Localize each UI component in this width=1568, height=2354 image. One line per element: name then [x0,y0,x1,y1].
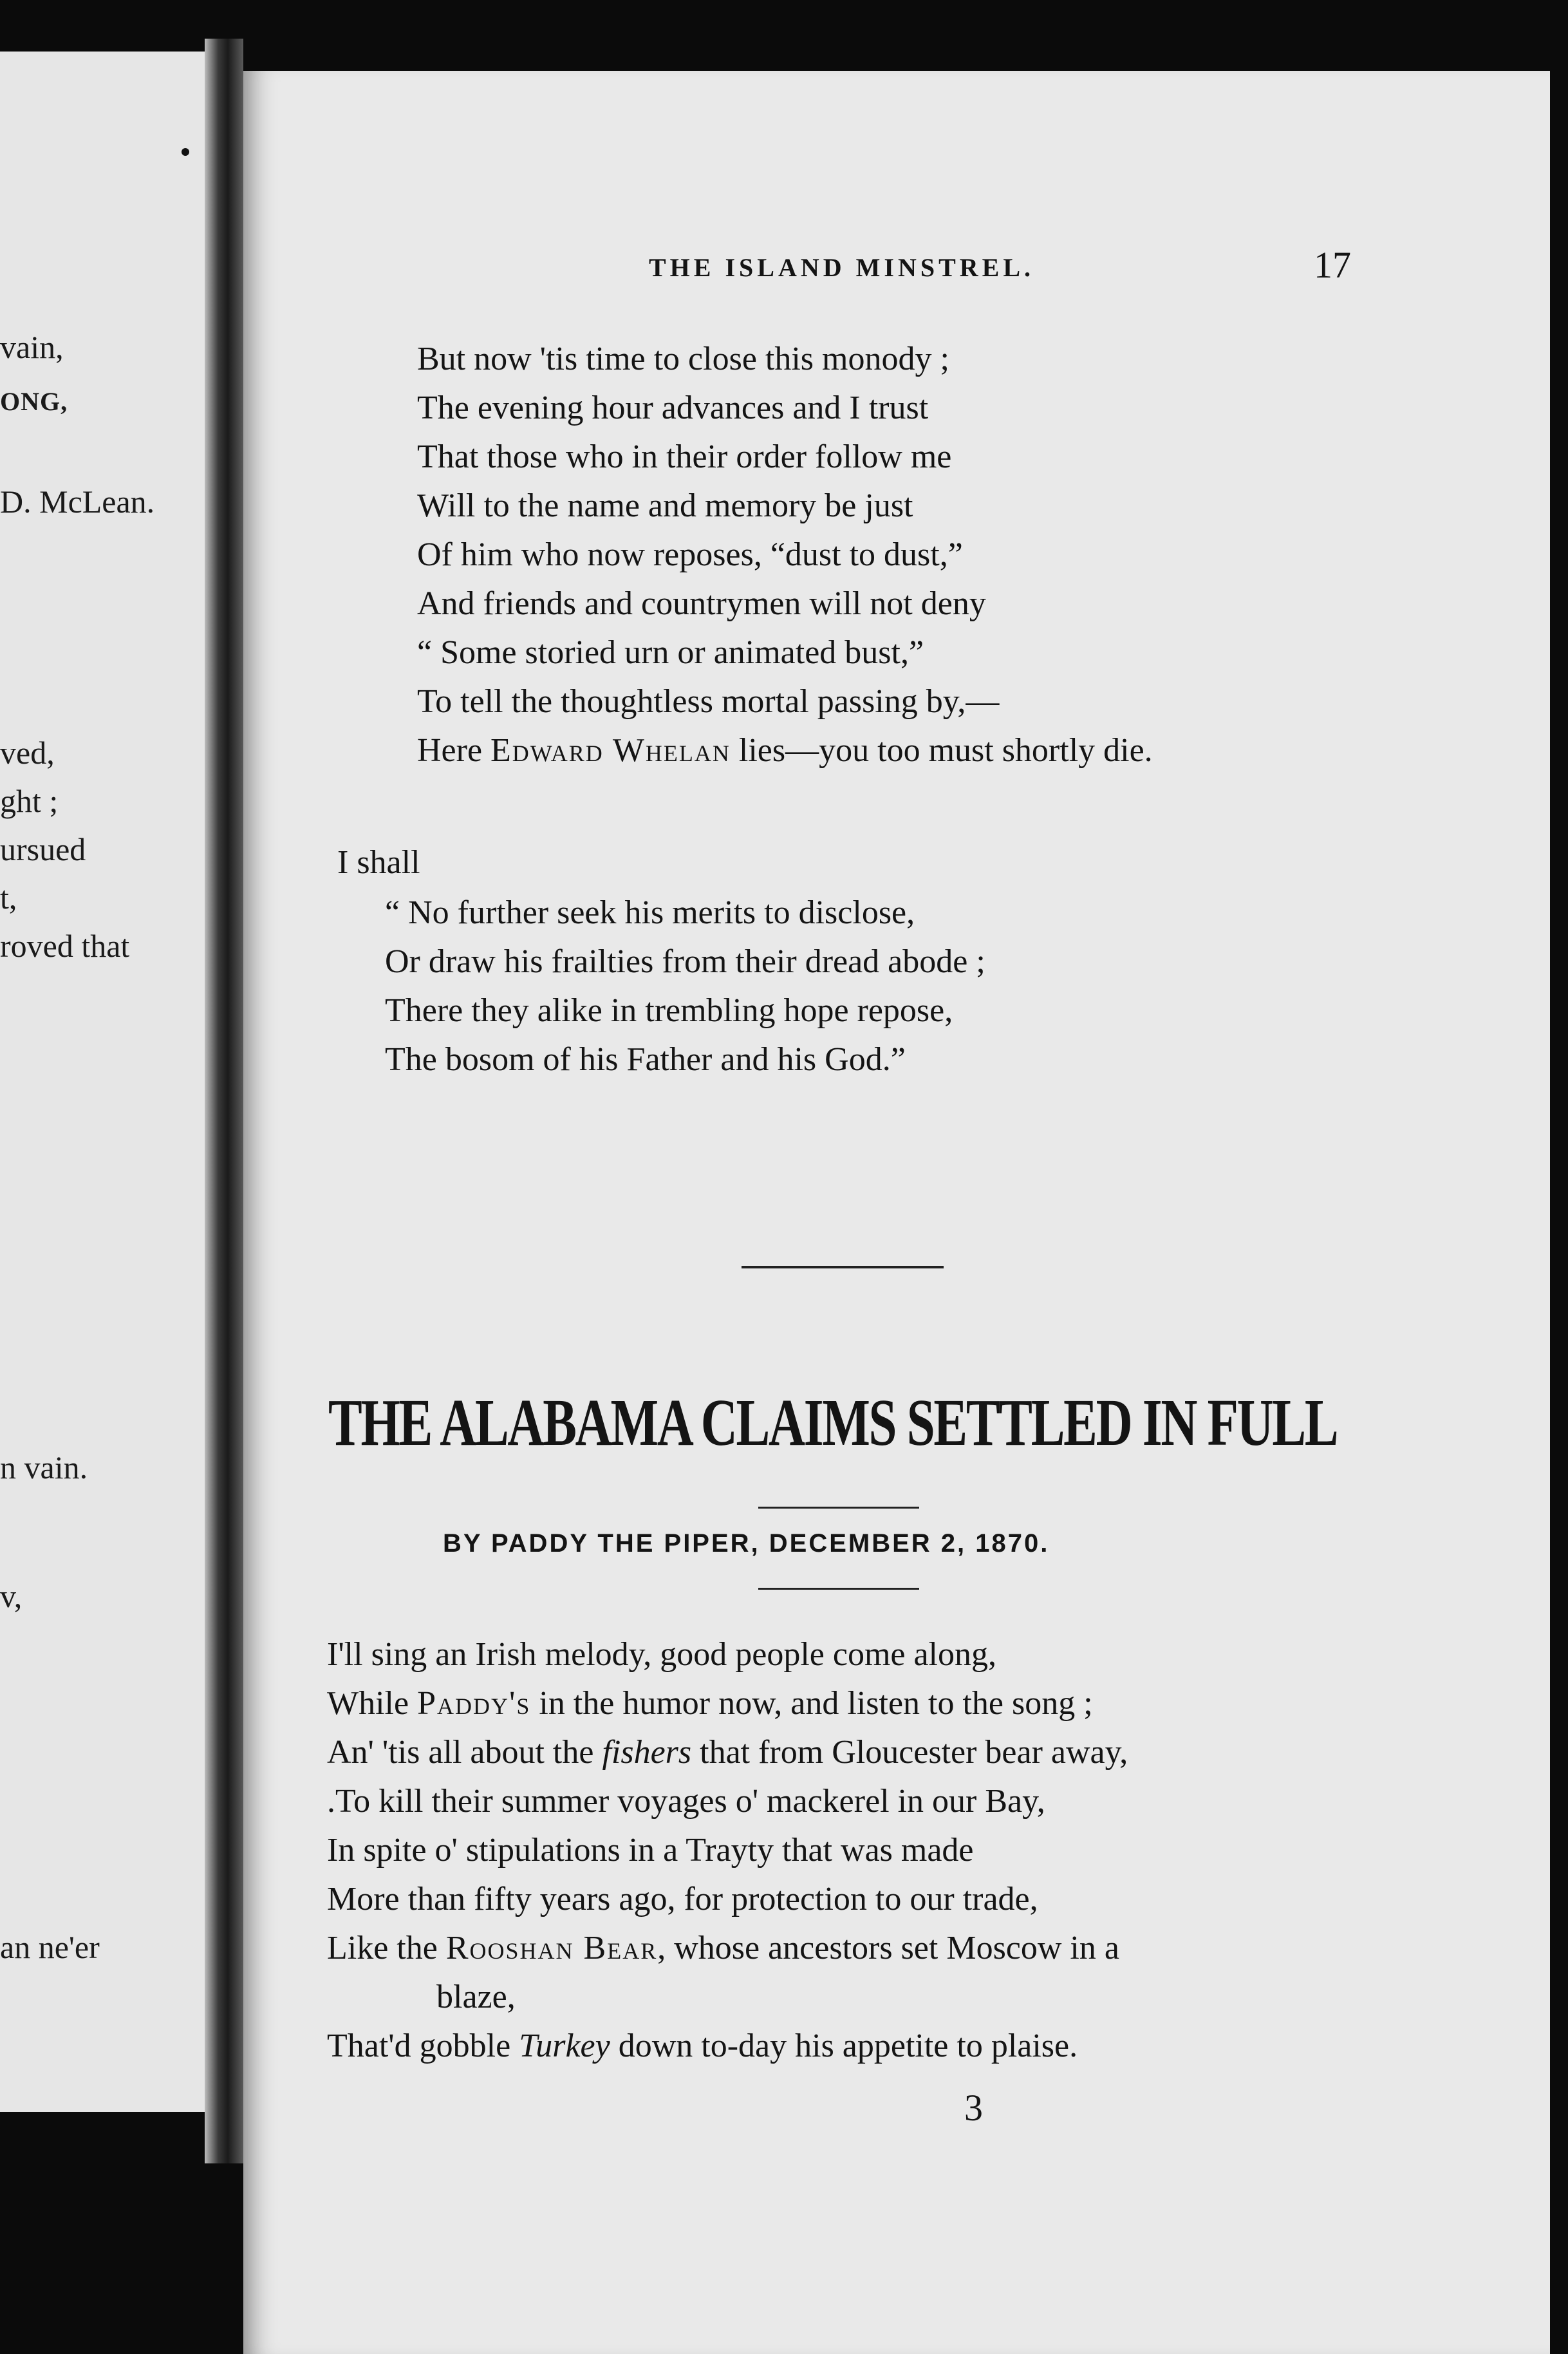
poem-line: “ Some storied urn or animated bust,” [417,634,924,671]
left-fragment: vain, [0,329,64,365]
left-fragment: ght ; [0,783,59,819]
song-line-text: While [327,1685,418,1722]
ink-dot [182,148,189,156]
left-fragment: roved that [0,928,130,964]
left-fragment: ONG, [0,387,68,416]
closing-poem [417,335,1153,775]
poem-line: To tell the thoughtless mortal passing by,— [417,683,1000,720]
quote-line: “ No further seek his merits to disclose, [385,894,915,931]
song-line-continuation: blaze, [436,1979,516,2015]
previous-page-strip [0,52,205,2112]
left-fragment: ved, [0,735,55,771]
song-line-text: that from Gloucester bear away, [691,1734,1128,1771]
poem-line [417,726,1153,775]
person-name: Paddy's [417,1685,531,1722]
article-title: THE ALABAMA CLAIMS SETTLED IN FULL [328,1386,1338,1460]
signature-mark: 3 [964,2087,983,2129]
poem-line: Of him who now reposes, “dust to dust,” [417,536,963,573]
quoted-verse [385,889,985,1084]
emphasized-word: fishers [602,1734,692,1771]
song-line: In spite o' stipulations in a Trayty that was made [327,1832,974,1869]
quote-line: There they alike in trembling hope repose, [385,992,953,1029]
left-fragment: t, [0,880,17,916]
song-line: .To kill their summer voyages o' mackerel in our Bay, [327,1783,1045,1820]
title-rule [758,1507,919,1509]
left-fragment: n vain. [0,1449,88,1485]
song-line: More than fifty years ago, for protection to our trade, [327,1881,1038,1917]
song-line-text: down to-day his appetite to plaise. [610,2028,1078,2064]
song-line [327,1924,1128,1973]
running-head: THE ISLAND MINSTREL. [649,253,1035,282]
emphasized-word: Turkey [519,2028,610,2064]
song-line-text: in the humor now, and listen to the song ; [530,1685,1093,1722]
song-line-text: Like the [327,1930,446,1966]
person-name: Rooshan Bear [445,1930,658,1966]
poem-line-text: lies—you too must shortly die. [730,732,1153,769]
left-fragment: D. McLean. [0,484,155,520]
page-number: 17 [1314,244,1351,286]
prose-line: I shall [337,844,420,881]
song-line-text: An' 'tis all about the [327,1734,602,1771]
book-gutter [205,39,243,2163]
poem-line: And friends and countrymen will not deny [417,585,986,622]
quote-line: The bosom of his Father and his God.” [385,1041,906,1078]
book-page [243,71,1550,2354]
section-divider [742,1266,944,1268]
song-line [327,1679,1128,1728]
quote-line: Or draw his frailties from their dread abode ; [385,943,985,980]
left-fragment: v, [0,1578,23,1614]
poem-line: Will to the name and memory be just [417,487,913,524]
byline-rule [758,1588,919,1590]
song-line-text: , whose ancestors set Moscow in a [657,1930,1119,1966]
poem-line: The evening hour advances and I trust [417,390,929,426]
song-line: I'll sing an Irish melody, good people come along, [327,1636,996,1673]
poem-line-text: Here [417,732,491,769]
song-line [327,2022,1128,2071]
left-fragment: an ne'er [0,1929,100,1965]
poem-line: That those who in their order follow me [417,438,952,475]
byline: BY PADDY THE PIPER, DECEMBER 2, 1870. [443,1529,1050,1558]
song-verse [327,1630,1128,2071]
poem-line: But now 'tis time to close this monody ; [417,341,949,377]
person-name: Edward Whelan [490,732,731,769]
song-line [327,1728,1128,1777]
song-line-text: That'd gobble [327,2028,519,2064]
left-fragment: ursued [0,831,86,867]
